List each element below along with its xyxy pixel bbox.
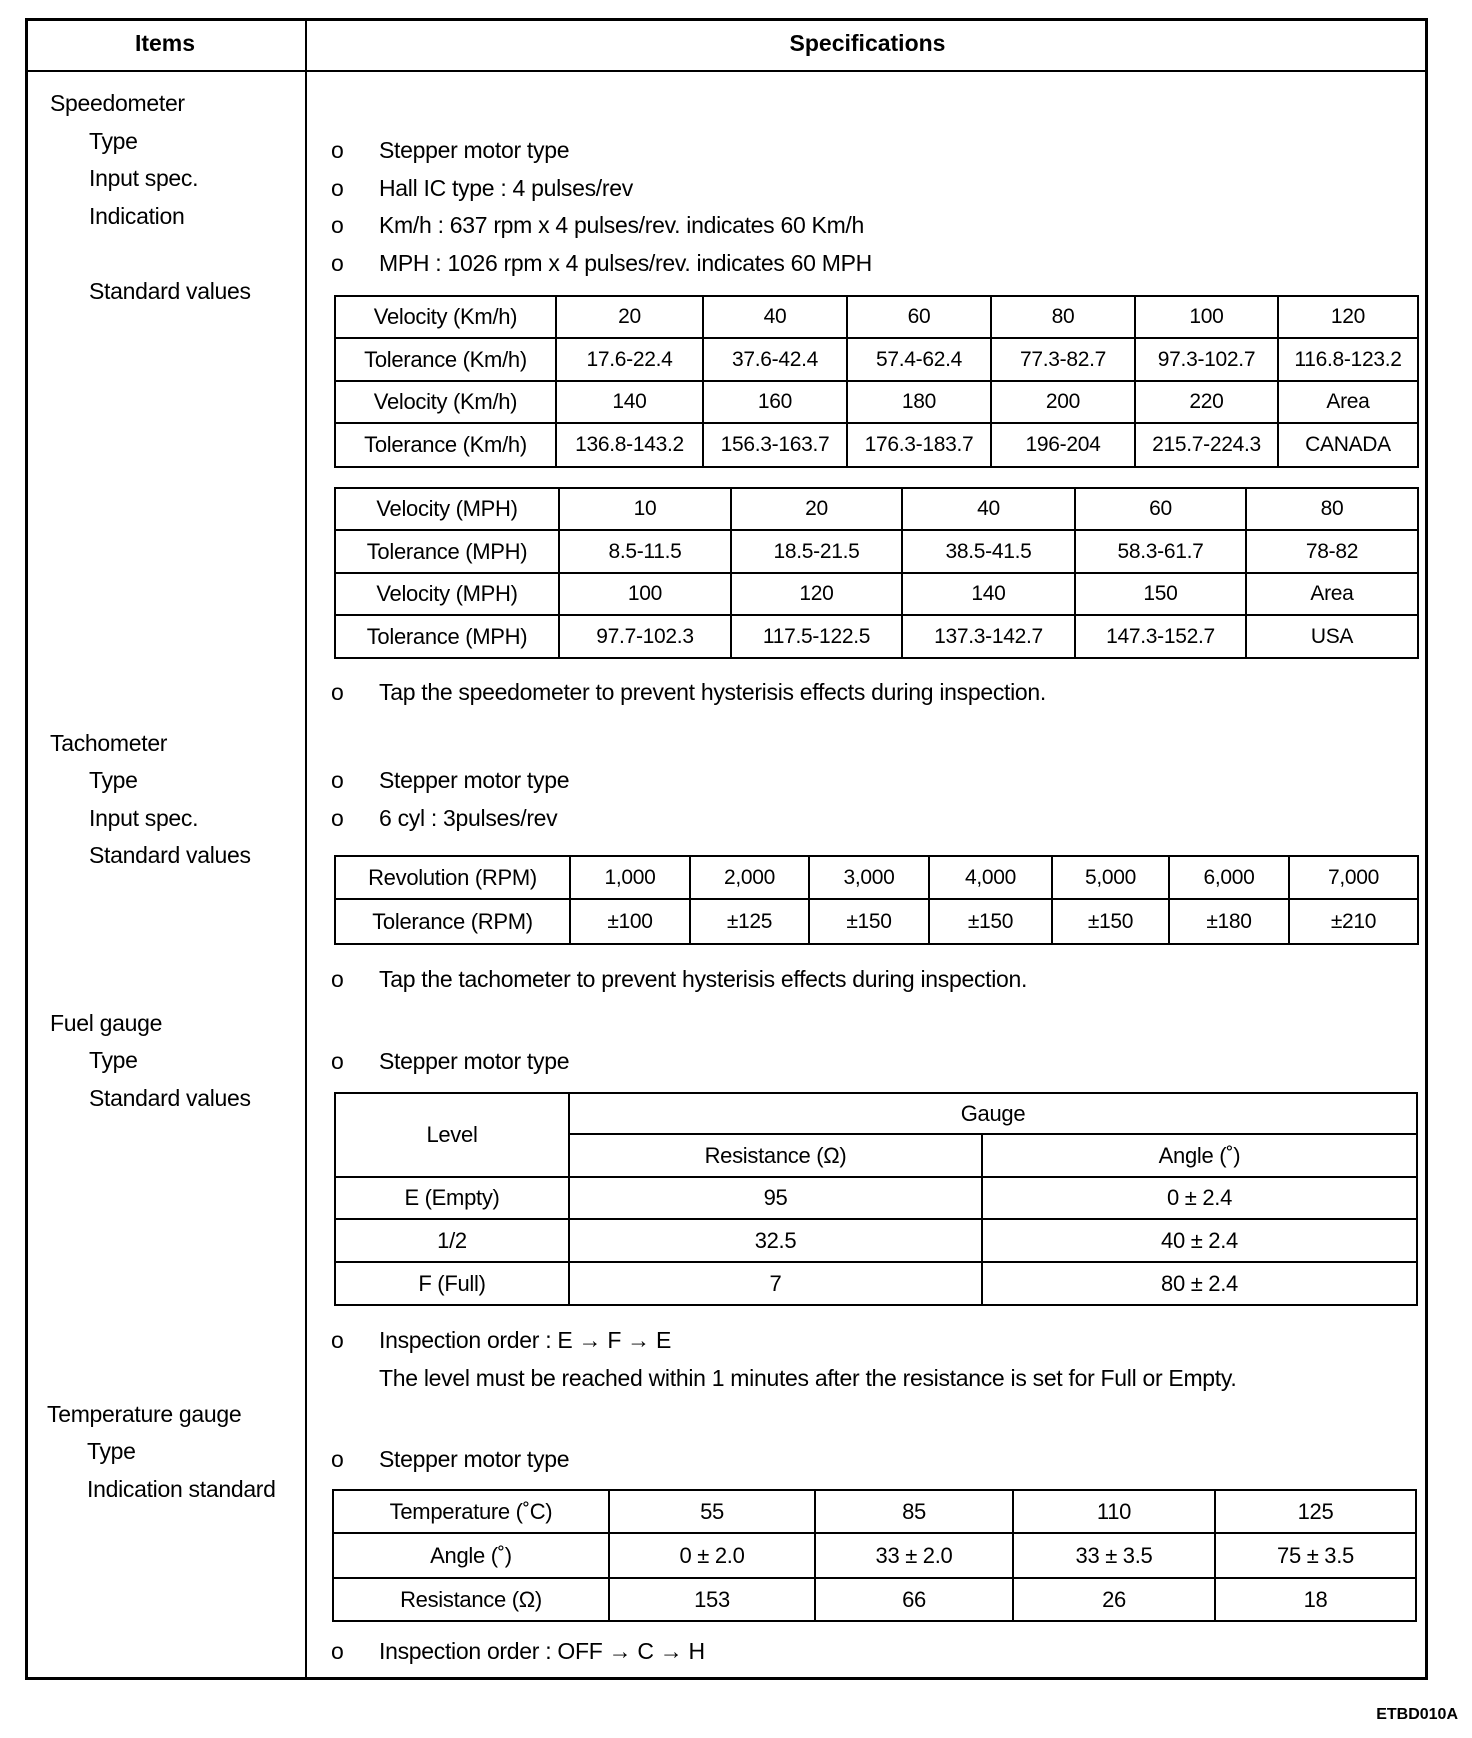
table-row: Angle (˚) 0 ± 2.0 33 ± 2.0 33 ± 3.5 75 ± 3.5 (333, 1533, 1416, 1578)
tachometer-note-bullet: o Tap the tachometer to prevent hysterisis effects during inspection. (331, 966, 1028, 992)
table-row: Velocity (Km/h) 140 160 180 200 220 Area (335, 381, 1418, 423)
table-row (335, 1093, 1417, 1134)
tachometer-type-bullet: o Stepper motor type (331, 767, 570, 793)
speedometer-indication-label: Indication (89, 203, 185, 229)
table-row: Revolution (RPM) 1,000 2,000 3,000 4,000 5,000 6,000 7,000 (335, 856, 1418, 899)
temperature-gauge-type-label: Type (87, 1438, 136, 1464)
resistance-header: Resistance (Ω) (569, 1134, 982, 1177)
gauge-header: Gauge (569, 1093, 1417, 1134)
table-row: Velocity (Km/h) 20 40 60 80 100 120 (335, 296, 1418, 338)
bullet-icon: o (331, 1446, 344, 1472)
tachometer-input-bullet: o 6 cyl : 3pulses/rev (331, 805, 558, 831)
bullet-icon: o (331, 966, 344, 992)
temperature-gauge-type-bullet: o Stepper motor type (331, 1446, 570, 1472)
fuel-gauge-title: Fuel gauge (50, 1010, 163, 1036)
speedometer-note-bullet: o Tap the speedometer to prevent hysterisis effects during inspection. (331, 679, 1047, 705)
table-row: Velocity (MPH) 10 20 40 60 80 (335, 488, 1418, 530)
bullet-icon: o (331, 137, 344, 163)
speedometer-type-label: Type (89, 128, 138, 154)
table-row: E (Empty) 95 0 ± 2.4 (335, 1177, 1417, 1219)
bullet-icon: o (331, 679, 344, 705)
bullet-icon: o (331, 767, 344, 793)
speedometer-title: Speedometer (50, 90, 185, 116)
bullet-icon: o (331, 1048, 344, 1074)
header-items: Items (134, 30, 196, 56)
bullet-icon: o (331, 805, 344, 831)
fuel-gauge-type-bullet: o Stepper motor type (331, 1048, 570, 1074)
fuel-gauge-order-note: The level must be reached within 1 minutes after the resistance is set for Full or Empty. (379, 1365, 1237, 1391)
table-row: Tolerance (RPM) ±100 ±125 ±150 ±150 ±150 ±180 ±210 (335, 899, 1418, 944)
table-row: Tolerance (MPH) 8.5-11.5 18.5-21.5 38.5-41.5 58.3-61.7 78-82 (335, 530, 1418, 573)
bullet-icon: o (331, 1327, 344, 1353)
speedometer-mph-bullet: o MPH : 1026 rpm x 4 pulses/rev. indicates 60 MPH (331, 250, 872, 276)
speedometer-input-label: Input spec. (89, 165, 199, 191)
bullet-icon: o (331, 250, 344, 276)
speedometer-input-bullet: o Hall IC type : 4 pulses/rev (331, 175, 633, 201)
table-row: Tolerance (Km/h) 136.8-143.2 156.3-163.7 176.3-183.7 196-204 215.7-224.3 CANADA (335, 423, 1418, 467)
table-row: Tolerance (Km/h) 17.6-22.4 37.6-42.4 57.4-62.4 77.3-82.7 97.3-102.7 116.8-123.2 (335, 338, 1418, 381)
tachometer-standard-label: Standard values (89, 842, 251, 868)
bullet-icon: o (331, 1638, 344, 1664)
angle-header: Angle (˚) (982, 1134, 1417, 1177)
tachometer-title: Tachometer (50, 730, 168, 756)
speedometer-kmh-table (334, 295, 1419, 468)
figure-code: ETBD010A (1376, 1706, 1458, 1723)
speedometer-mph-table (334, 487, 1419, 659)
header-specifications: Specifications (789, 30, 946, 56)
level-header: Level (335, 1093, 569, 1177)
temperature-gauge-order-bullet: o Inspection order : OFF → C → H (331, 1638, 705, 1664)
tachometer-table (334, 855, 1419, 945)
speedometer-kmh-bullet: o Km/h : 637 rpm x 4 pulses/rev. indicates 60 Km/h (331, 212, 865, 238)
fuel-gauge-order-bullet: o Inspection order : E → F → E (331, 1327, 671, 1353)
temperature-gauge-title: Temperature gauge (47, 1401, 242, 1427)
table-row: Temperature (˚C) 55 85 110 125 (333, 1490, 1416, 1533)
bullet-icon: o (331, 175, 344, 201)
tachometer-type-label: Type (89, 767, 138, 793)
column-divider (305, 18, 307, 1680)
header-divider (25, 70, 1428, 72)
fuel-gauge-type-label: Type (89, 1047, 138, 1073)
speedometer-type-bullet: o Stepper motor type (331, 137, 570, 163)
temperature-gauge-table (332, 1489, 1417, 1622)
table-row: Tolerance (MPH) 97.7-102.3 117.5-122.5 137.3-142.7 147.3-152.7 USA (335, 615, 1418, 658)
fuel-gauge-standard-label: Standard values (89, 1085, 251, 1111)
bullet-icon: o (331, 212, 344, 238)
temperature-gauge-indication-label: Indication standard (87, 1476, 276, 1502)
speedometer-standard-label: Standard values (89, 278, 251, 304)
table-row: F (Full) 7 80 ± 2.4 (335, 1262, 1417, 1305)
tachometer-input-label: Input spec. (89, 805, 199, 831)
fuel-gauge-table (334, 1092, 1418, 1306)
table-row: Velocity (MPH) 100 120 140 150 Area (335, 573, 1418, 615)
table-row: Resistance (Ω) 153 66 26 18 (333, 1578, 1416, 1621)
table-row: 1/2 32.5 40 ± 2.4 (335, 1219, 1417, 1262)
